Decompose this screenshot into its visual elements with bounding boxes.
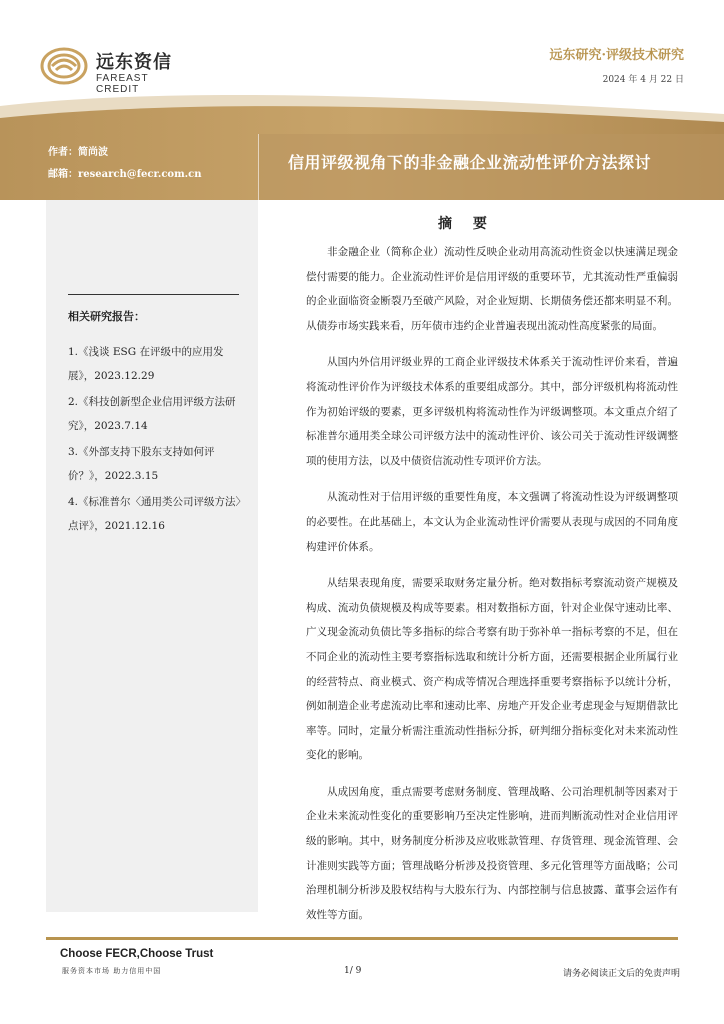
abstract-paragraph: 从成因角度，重点需要考虑财务制度、管理战略、公司治理机制等因素对于企业未来流动性变化的重要影响乃至决定性影响，进而判断流动性对企业信用评级的影响。其中，财务制度分析涉及应收账款管理、存货管理、现金流管理、会计准则实践等方面；管理战略分析涉及投资管理、多元化管理等方面战略；公司治理机制分析涉及股权结构与大股东行为、内部控制与信息披露、董事会运作有效性等方面。	[306, 785, 678, 921]
related-report-item[interactable]: 1.《浅谈 ESG 在评级中的应用发展》，2023.12.29	[68, 346, 224, 382]
author-info	[48, 142, 202, 186]
abstract-paragraph: 从结果表现角度，需要采取财务定量分析。绝对数指标考察流动资产规模及构成、流动负债规模及构成等要素。相对数指标方面，针对企业保守速动比率、广义现金流动负债比等多指标的综合考察有助于弥补单一指标考察的不足，但在不同企业的流动性主要考察指标选取和统计分析方面，还需要根据企业所属行业的经营特点、商业模式、资产构成等情况合理选择重要考察指标予以统计分析，例如制造企业考虑流动比率和速动比率、房地产开发企业考虑现金与短期借款比率等。同时，定量分析需注重流动性指标分拆，研判细分指标变化对未来流动性变化的影响。	[306, 577, 678, 762]
brand-name-en: FAREAST CREDIT	[96, 73, 149, 95]
sidebar-divider	[68, 294, 239, 295]
related-report-item[interactable]: 4.《标准普尔〈通用类公司评级方法〉点评》，2021.12.16	[68, 496, 247, 532]
fareast-credit-logo-icon	[40, 46, 88, 86]
author: 作者：简尚波	[48, 147, 108, 158]
related-report-item[interactable]: 3.《外部支持下股东支持如何评价？》，2022.3.15	[68, 446, 215, 482]
footer-divider	[46, 937, 678, 940]
page-number: 1/ 9	[344, 966, 362, 976]
report-title: 信用评级视角下的非金融企业流动性评价方法探讨	[288, 153, 652, 172]
abstract-body	[306, 240, 678, 939]
abstract-paragraph: 非金融企业（简称企业）流动性反映企业动用高流动性资金以快速满足现金偿付需要的能力。企业流动性评价是信用评级的重要环节，尤其流动性严重偏弱的企业面临资金断裂乃至破产风险，对企业短期、长期债务偿还都来明显不利。从债券市场实践来看，历年债市违约企业普遍表现出流动性高度紧张的局面。	[306, 246, 678, 332]
related-reports-heading: 相关研究报告：	[68, 310, 145, 323]
report-series: 远东研究·评级技术研究	[549, 48, 684, 63]
abstract-paragraph: 从流动性对于信用评级的重要性角度，本文强调了将流动性设为评级调整项的必要性。在此基础上，本文认为企业流动性评价需要从表现与成因的不同角度构建评价体系。	[306, 491, 678, 553]
footer-disclaimer: 请务必阅读正文后的免责声明	[562, 969, 680, 979]
sidebar	[46, 200, 258, 912]
brand-logo	[40, 44, 190, 95]
brand-name-cn: 远东资信	[96, 52, 172, 73]
abstract-heading: 摘 要	[438, 216, 495, 232]
footer-subslogan: 服务资本市场 助力信用中国	[62, 967, 162, 975]
abstract-paragraph: 从国内外信用评级业界的工商企业评级技术体系关于流动性评价来看，普遍将流动性评价作为评级技术体系的重要组成部分。其中，部分评级机构将流动性作为初始评级的要素，更多评级机构将流动性作为评级调整项。本文重点介绍了标准普尔通用类全球公司评级方法中的流动性评价、该公司关于流动性评级调整项的使用方法，以及中债资信流动性专项评价方法。	[306, 356, 678, 467]
footer-slogan: Choose FECR,Choose Trust	[60, 948, 214, 960]
related-reports-list	[68, 340, 248, 540]
author-email: 邮箱：research@fecr.com.cn	[48, 169, 202, 180]
related-report-item[interactable]: 2.《科技创新型企业信用评级方法研究》，2023.7.14	[68, 396, 236, 432]
report-date: 2024 年 4 月 22 日	[602, 75, 684, 85]
